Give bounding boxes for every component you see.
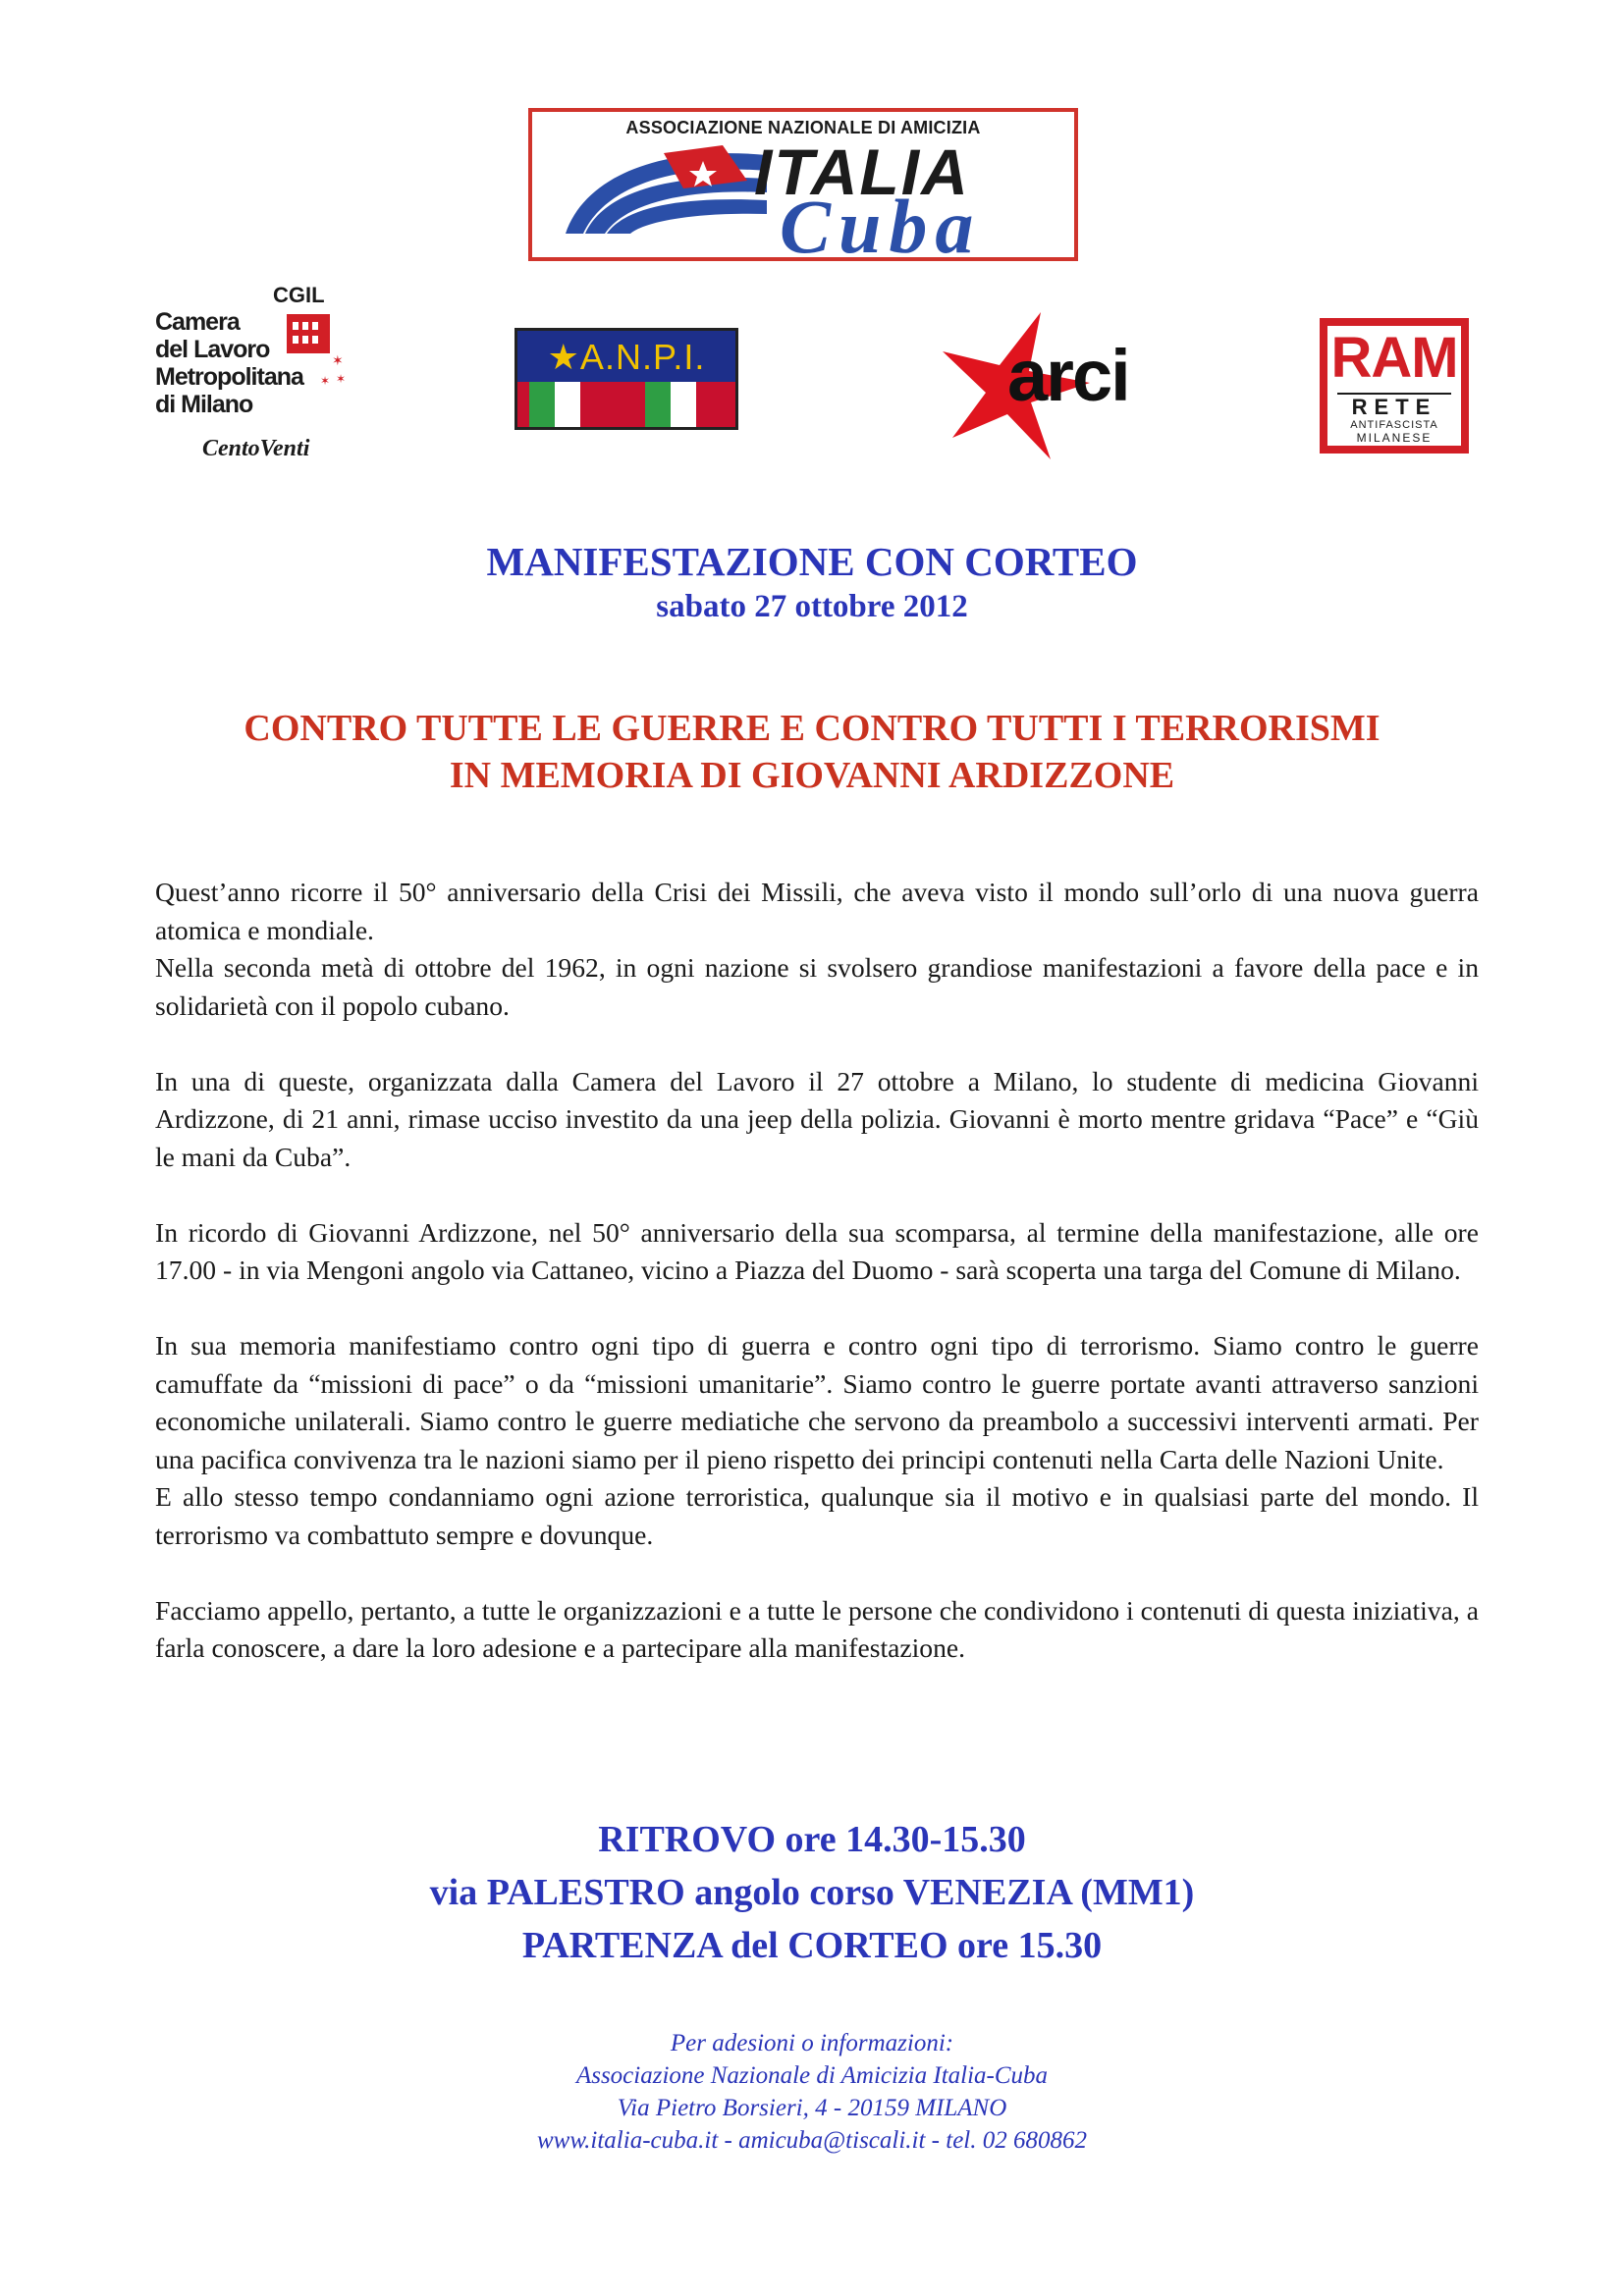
ram-antifascista: ANTIFASCISTA	[1350, 419, 1438, 431]
svg-text:✶: ✶	[332, 354, 344, 369]
cgil-line: del Lavoro	[155, 336, 270, 363]
arci-text: arci	[1007, 335, 1129, 416]
paragraph: Facciamo appello, pertanto, a tutte le organizzazioni e a tutte le persone che condividono i contenuti di questa iniziativa, a farla conoscere, a dare la loro adesione e a partecipare alla manifestazione.	[155, 1594, 1479, 1663]
logo-association-text: ASSOCIAZIONE NAZIONALE DI AMICIZIA	[625, 118, 981, 137]
cgil-name	[155, 308, 303, 418]
meeting-place: via PALESTRO angolo corso VENEZIA (MM1)	[429, 1872, 1195, 1913]
cgil-line: Metropolitana	[155, 363, 303, 391]
cgil-label: CGIL	[273, 283, 325, 307]
event-date: sabato 27 ottobre 2012	[656, 589, 968, 624]
logo-cuba-text: Cuba	[780, 184, 982, 269]
ram-rete: RETE	[1351, 395, 1437, 419]
cgil-logo	[155, 279, 371, 471]
contact-address: Via Pietro Borsieri, 4 - 20159 MILANO	[617, 2095, 1007, 2121]
ram-milanese: MILANESE	[1356, 431, 1433, 445]
slogan-line-2: IN MEMORIA DI GIOVANNI ARDIZZONE	[449, 755, 1175, 796]
body-text	[155, 874, 1479, 1705]
paragraph-text: In sua memoria manifestiamo contro ogni tipo di guerra e contro ogni tipo di terrorismo. Siamo contro le guerre camuffate da “missioni di pace” o da “missioni umanitarie”. Siamo contro le guerre portate avanti attraverso sanzioni economiche unilaterali. Siamo contro le guerre mediatiche che servono da preambolo a successivi interventi armati. Per una pacifica convivenza tra le nazioni siamo per il pieno rispetto dei principi contenuti nella Carta delle Nazioni Unite.	[155, 1330, 1479, 1474]
paragraph-text: Nella seconda metà di ottobre del 1962, in ogni nazione si svolsero grandiose manifestazioni a favore della pace e in solidarietà con il popolo cubano.	[155, 952, 1479, 1021]
paragraph: In ricordo di Giovanni Ardizzone, nel 50° anniversario della sua scomparsa, al termine della manifestazione, alle ore 17.00 - in via Mengoni angolo via Cattaneo, vicino a Piazza del Duomo - sarà scoperta una targa del Comune di Milano.	[155, 1216, 1479, 1285]
svg-text:✶: ✶	[320, 374, 331, 387]
cgil-subtitle: CentoVenti	[202, 436, 310, 461]
contact-organization: Associazione Nazionale di Amicizia Italia-Cuba	[575, 2062, 1049, 2089]
paragraph-text: Quest’anno ricorre il 50° anniversario della Crisi dei Missili, che aveva visto il mondo sull’orlo di una nuova guerra atomica e mondiale.	[155, 877, 1479, 945]
paragraph	[155, 874, 1479, 1025]
ram-logo	[1320, 318, 1469, 454]
cuban-flag-wave-icon	[546, 135, 772, 243]
cgil-line: di Milano	[155, 391, 253, 418]
ram-text: RAM	[1330, 326, 1458, 390]
anpi-text: ★A.N.P.I.	[547, 337, 706, 377]
paragraph	[155, 1327, 1479, 1554]
slogan-line-1: CONTRO TUTTE LE GUERRE E CONTRO TUTTI I TERRORISMI	[244, 708, 1380, 749]
logo-italia-text: ITALIA	[754, 135, 970, 208]
contact-web-email-phone: www.italia-cuba.it - amicuba@tiscali.it - tel. 02 680862	[537, 2127, 1087, 2154]
italia-cuba-logo	[528, 108, 1078, 269]
departure-time: PARTENZA del CORTEO ore 15.30	[521, 1925, 1103, 1966]
svg-text:✶: ✶	[336, 372, 347, 386]
cgil-line: Camera	[155, 308, 240, 336]
paragraph-text: E allo stesso tempo condanniamo ogni azione terroristica, qualunque sia il motivo e in qualsiasi parte del mondo. Il terrorismo va combattuto sempre e dovunque.	[155, 1481, 1479, 1550]
page-title: MANIFESTAZIONE CON CORTEO	[486, 539, 1138, 584]
contact-heading: Per adesioni o informazioni:	[670, 2030, 954, 2056]
paragraph: In una di queste, organizzata dalla Camera del Lavoro il 27 ottobre a Milano, lo studente di medicina Giovanni Ardizzone, di 21 anni, rimase ucciso investito da una jeep della polizia. Giovanni è morto mentre gridava “Pace” e “Giù le mani da Cuba”.	[155, 1065, 1479, 1172]
arci-logo	[943, 312, 1145, 459]
meeting-time: RITROVO ore 14.30-15.30	[598, 1819, 1026, 1860]
anpi-logo	[514, 328, 738, 430]
italian-flag-icon	[517, 382, 735, 427]
